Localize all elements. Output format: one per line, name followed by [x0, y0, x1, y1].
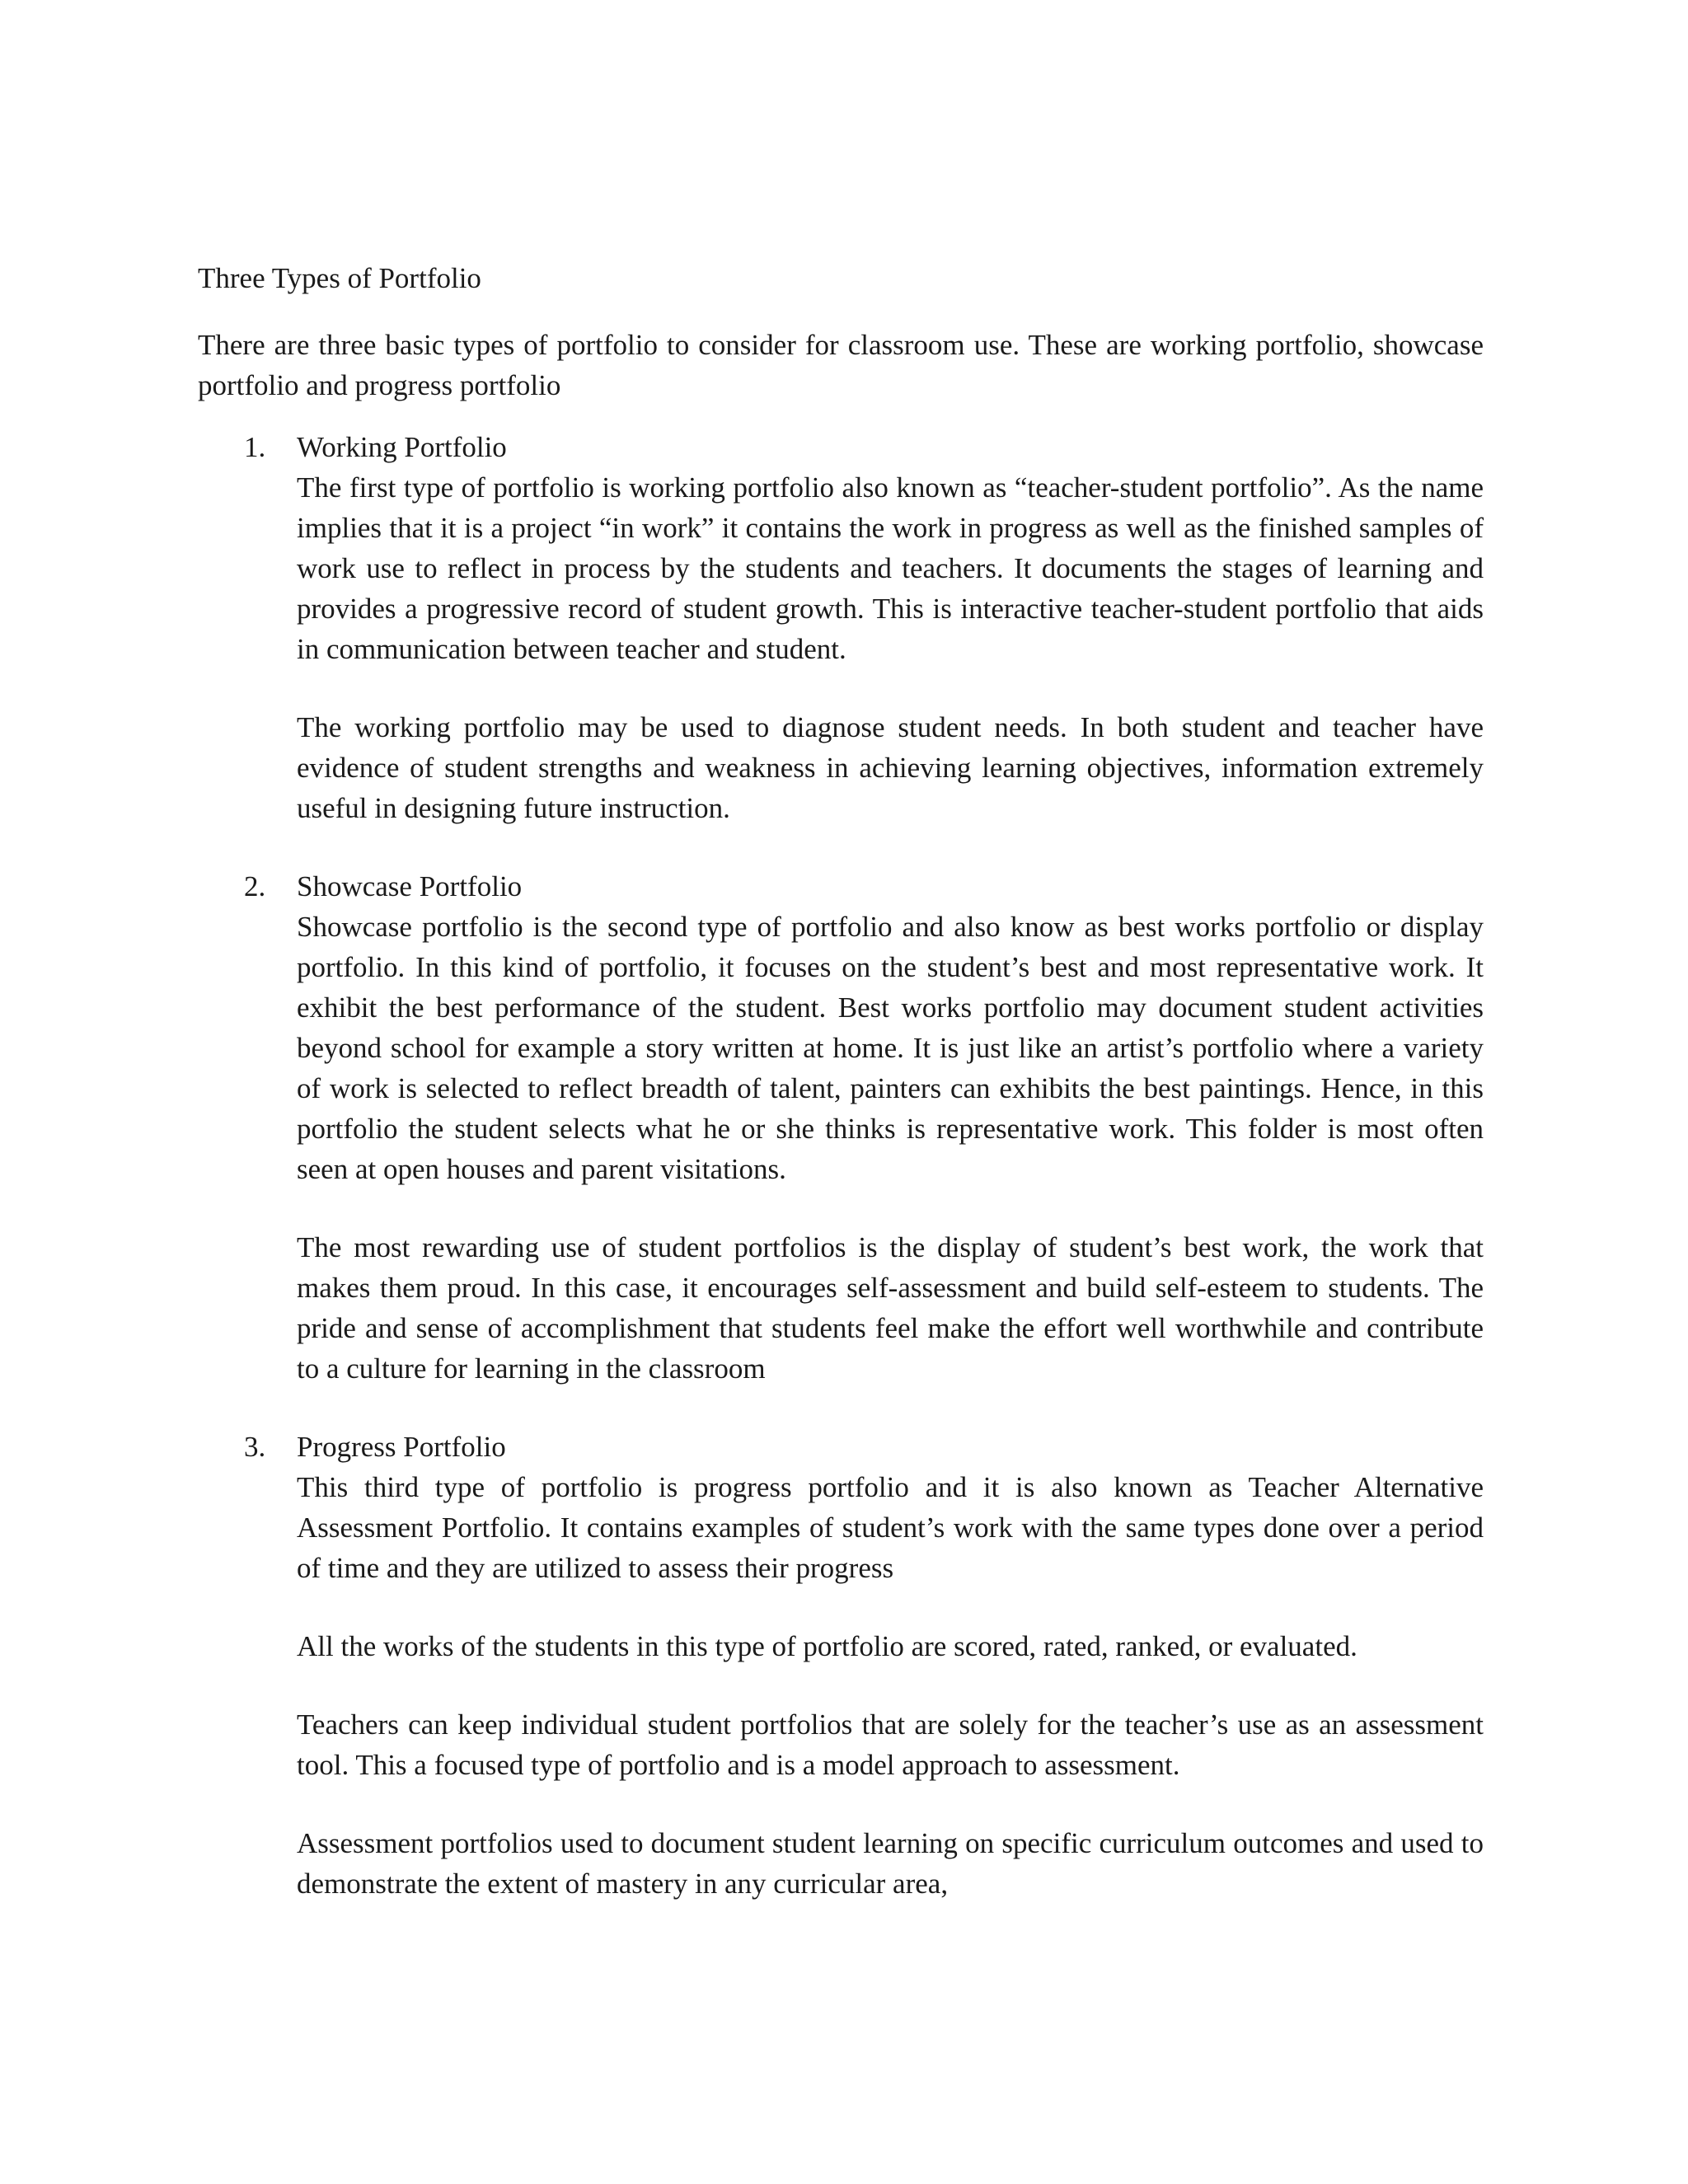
section-heading: Showcase Portfolio — [297, 870, 523, 902]
section-paragraph: The first type of portfolio is working portfolio also known as “teacher-student portfolio”. As the name implies that it is a project “in work” it contains the work in progress as well as the finished samples of work use to reflect in process by the students and teachers. It documents the stages of learning and provides a progressive record of student growth. This is interactive teacher-student portfolio that aids in communication between teacher and student. — [297, 471, 1484, 665]
section-paragraph: All the works of the students in this type of portfolio are scored, rated, ranked, or evaluated. — [297, 1630, 1357, 1662]
section-paragraph: The working portfolio may be used to diagnose student needs. In both student and teacher have evidence of student strengths and weakness in achieving learning objectives, information extremely useful in designing future instruction. — [297, 711, 1484, 824]
section-heading: Working Portfolio — [297, 431, 507, 463]
section-number: 3. — [244, 1431, 266, 1463]
section-showcase-portfolio — [198, 866, 1484, 1389]
section-number: 1. — [244, 431, 266, 463]
document-page — [198, 258, 1484, 1942]
section-paragraph: Teachers can keep individual student portfolios that are solely for the teacher’s use as an assessment tool. This a focused type of portfolio and is a model approach to assessment. — [297, 1708, 1484, 1781]
section-paragraph: Assessment portfolios used to document student learning on specific curriculum outcomes and used to demonstrate the extent of mastery in any curricular area, — [297, 1827, 1484, 1900]
document-title: Three Types of Portfolio — [198, 262, 481, 294]
section-heading: Progress Portfolio — [297, 1431, 506, 1463]
section-paragraph: Showcase portfolio is the second type of portfolio and also know as best works portfolio or display portfolio. In this kind of portfolio, it focuses on the student’s best and most representative work. It exhibit the best performance of the student. Best works portfolio may document student activities beyond school for example a story written at home. It is just like an artist’s portfolio where a variety of work is selected to reflect breadth of talent, painters can exhibits the best paintings. Hence, in this portfolio the student selects what he or she thinks is representative work. This folder is most often seen at open houses and parent visitations. — [297, 911, 1484, 1185]
section-working-portfolio — [198, 427, 1484, 828]
section-paragraph: The most rewarding use of student portfolios is the display of student’s best work, the work that makes them proud. In this case, it encourages self-assessment and build self-esteem to students. The pride and sense of accomplishment that students feel make the effort well worthwhile and contribute to a culture for learning in the classroom — [297, 1231, 1484, 1385]
intro-paragraph: There are three basic types of portfolio to consider for classroom use. These are working portfolio, showcase portfolio and progress portfolio — [198, 329, 1484, 401]
section-paragraph: This third type of portfolio is progress portfolio and it is also known as Teacher Alternative Assessment Portfolio. It contains examples of student’s work with the same types done over a period of time and they are utilized to assess their progress — [297, 1471, 1484, 1584]
section-progress-portfolio — [198, 1427, 1484, 1904]
section-number: 2. — [244, 870, 266, 902]
